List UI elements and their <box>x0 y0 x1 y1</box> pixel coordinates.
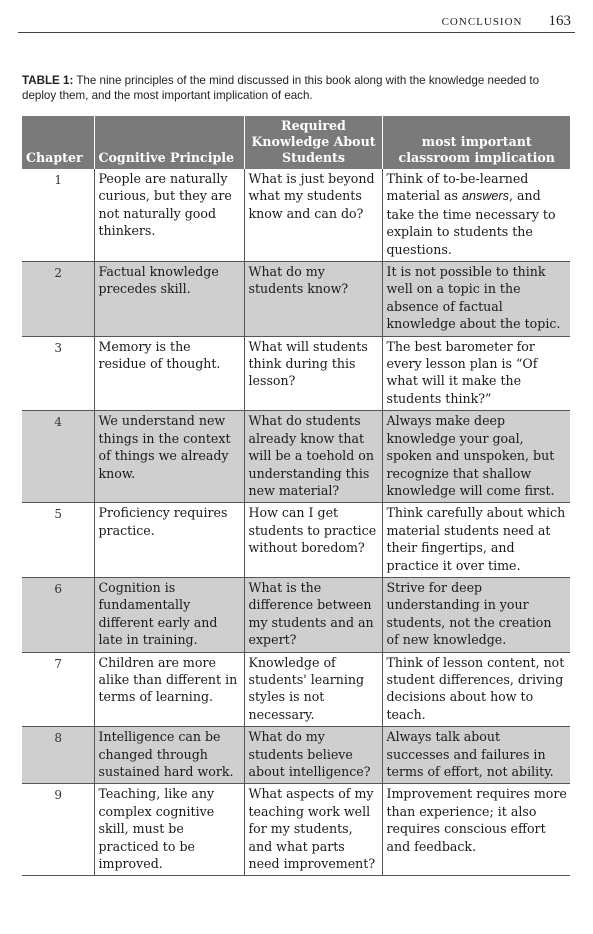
table-caption-label: TABLE 1: <box>22 74 74 87</box>
principle-cell: Teaching, like any complex cognitive skill, must be practiced to be improved. <box>94 784 244 876</box>
implication-text: It is not possible to think well on a topic in the absence of factual knowledge about the topic. <box>386 264 561 332</box>
principle-cell: Children are more alike than different in terms of learning. <box>94 652 244 727</box>
knowledge-cell: What is just beyond what my students know and can do? <box>244 169 382 262</box>
chapter-cell: 6 <box>22 577 94 652</box>
principle-cell: Cognition is fundamentally different early and late in training. <box>94 577 244 652</box>
principle-cell: Proficiency requires practice. <box>94 503 244 578</box>
chapter-cell: 3 <box>22 336 94 411</box>
implication-text-continued: , and take the time necessary to explain to students the questions. <box>386 188 556 257</box>
implication-cell <box>382 503 570 578</box>
table-caption-text: The nine principles of the mind discussed in this book along with the knowledge needed to deploy them, and the most important implication of each. <box>22 74 540 102</box>
table-header-row <box>22 116 570 169</box>
running-head-chapter: CONCLUSION <box>441 16 523 28</box>
table-body <box>22 169 570 876</box>
knowledge-cell: What aspects of my teaching work well for my students, and what parts need improvement? <box>244 784 382 876</box>
knowledge-cell: What do my students believe about intelligence? <box>244 727 382 784</box>
table-caption <box>22 73 567 103</box>
implication-text: Strive for deep understanding in your students, not the creation of new knowledge. <box>386 579 552 648</box>
knowledge-cell: Knowledge of students' learning styles is not necessary. <box>244 652 382 727</box>
knowledge-cell: What is the difference between my students and an expert? <box>244 577 382 652</box>
implication-cell <box>382 727 570 784</box>
header-classroom-implication: most important classroom implication <box>382 116 570 169</box>
implication-cell <box>382 784 570 876</box>
implication-text: Always talk about successes and failures in terms of effort, not ability. <box>386 729 554 779</box>
page-number: 163 <box>548 13 571 29</box>
implication-text: Think of lesson content, not student differences, driving decisions about how to teach. <box>386 654 565 722</box>
table-row <box>22 411 570 503</box>
implication-cell <box>382 652 570 727</box>
chapter-cell: 9 <box>22 784 94 876</box>
chapter-cell: 2 <box>22 262 94 337</box>
implication-cell <box>382 262 570 337</box>
chapter-cell: 5 <box>22 503 94 578</box>
chapter-cell: 8 <box>22 727 94 784</box>
principle-cell: People are naturally curious, but they are not naturally good thinkers. <box>94 169 244 262</box>
knowledge-cell: What do students already know that will be a toehold on understanding this new material? <box>244 411 382 503</box>
implication-emphasis: answers <box>462 189 509 204</box>
implication-text: Think of to-be-learned material as <box>386 171 529 204</box>
header-required-knowledge: Required Knowledge About Students <box>244 116 382 169</box>
implication-cell <box>382 336 570 411</box>
header-rule <box>18 32 575 33</box>
implication-text: Think carefully about which material students need at their fingertips, and practice it over time. <box>386 505 566 573</box>
table-row <box>22 727 570 784</box>
table-row <box>22 169 570 262</box>
principles-table <box>22 116 570 876</box>
principle-cell: Memory is the residue of thought. <box>94 336 244 411</box>
implication-text: Improvement requires more than experience; it also requires conscious effort and feedback. <box>386 786 567 854</box>
header-cognitive-principle: Cognitive Principle <box>94 116 244 169</box>
table-row <box>22 577 570 652</box>
table-row <box>22 652 570 727</box>
implication-cell <box>382 169 570 262</box>
running-head <box>442 12 571 30</box>
knowledge-cell: What do my students know? <box>244 262 382 337</box>
chapter-cell: 7 <box>22 652 94 727</box>
table-row <box>22 262 570 337</box>
knowledge-cell: What will students think during this lesson? <box>244 336 382 411</box>
table-row <box>22 503 570 578</box>
implication-cell <box>382 577 570 652</box>
principle-cell: Factual knowledge precedes skill. <box>94 262 244 337</box>
implication-text: The best barometer for every lesson plan is “Of what will it make the students think?” <box>386 338 538 406</box>
table-row <box>22 336 570 411</box>
chapter-cell: 4 <box>22 411 94 503</box>
implication-cell <box>382 411 570 503</box>
implication-text: Always make deep knowledge your goal, spoken and unspoken, but recognize that shallow knowledge will come first. <box>386 413 555 498</box>
knowledge-cell: How can I get students to practice without boredom? <box>244 503 382 578</box>
principle-cell: We understand new things in the context of things we already know. <box>94 411 244 503</box>
principle-cell: Intelligence can be changed through sustained hard work. <box>94 727 244 784</box>
header-chapter: Chapter <box>22 116 94 169</box>
chapter-cell: 1 <box>22 169 94 262</box>
table-row <box>22 784 570 876</box>
